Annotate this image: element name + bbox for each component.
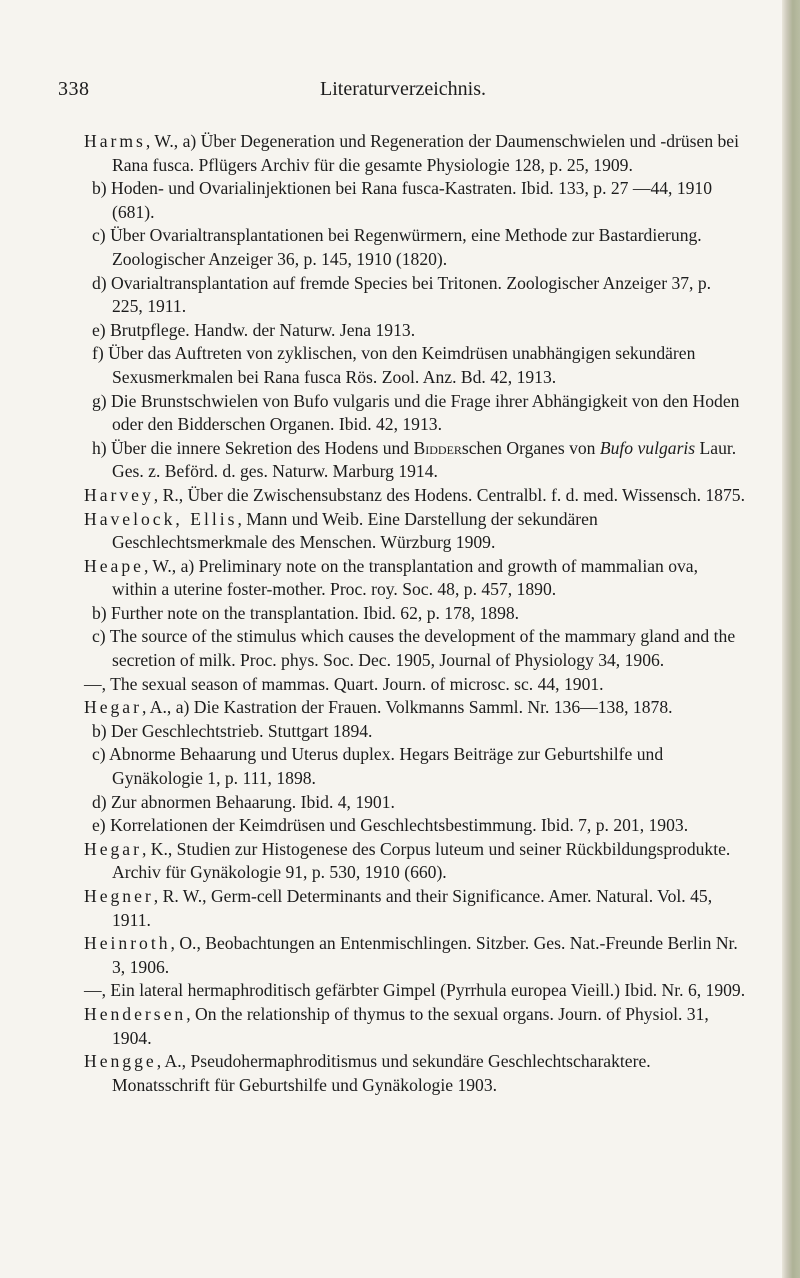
bib-entry-hegner	[84, 885, 746, 932]
author-name: Havelock, Ellis	[84, 508, 238, 529]
bib-entry-hegar-a	[84, 696, 746, 720]
author-name: Harvey	[84, 484, 154, 505]
page-header	[58, 78, 748, 108]
bib-subentry: c) Abnorme Behaarung und Uterus duplex. Hegars Beiträge zur Geburtshilfe und Gynäkologie 1, p. 111, 1898.	[92, 744, 664, 789]
entry-text: , Mann und Weib. Eine Darstellung der sekundären Geschlechtsmerkmale des Menschen. Würzburg 1909.	[112, 508, 598, 553]
bibliography-list	[84, 130, 746, 1097]
bib-entry-harms	[84, 130, 746, 177]
bib-subentry	[84, 437, 746, 484]
bib-subentry: b) Hoden- und Ovarialinjektionen bei Rana fusca-Kastraten. Ibid. 133, p. 27 —44, 1910 (681).	[92, 178, 713, 222]
bib-subentry: d) Zur abnormen Behaarung. Ibid. 4, 1901.	[92, 791, 395, 812]
bib-subentry: b) Further note on the transplantation. Ibid. 62, p. 178, 1898.	[92, 602, 520, 623]
author-name: Heape	[84, 555, 144, 576]
entry-text: Laur. Ges. z. Beförd. d. ges. Naturw. Marburg 1914.	[112, 437, 737, 482]
author-name: Hegner	[84, 886, 154, 906]
bib-entry-harvey	[84, 484, 746, 508]
page-number: 338	[58, 78, 90, 100]
bib-entry-dash: —, Ein lateral hermaphroditisch gefärbter Gimpel (Pyrrhula europea Vieill.) Ibid. Nr. 6, 1909.	[84, 980, 746, 1001]
author-name-smallcaps: Bidder	[413, 437, 462, 458]
bib-entry-heinroth	[84, 932, 746, 979]
bib-entry-havelock	[84, 508, 746, 555]
entry-text: , A., Pseudohermaphroditismus und sekundäre Geschlechtscharaktere. Monatsschrift für Geburtshilfe und Gynäkologie 1903.	[112, 1051, 651, 1095]
entry-text: , On the relationship of thymus to the sexual organs. Journ. of Physiol. 31, 1904.	[112, 1003, 709, 1048]
bib-entry-hendersen	[84, 1003, 746, 1050]
bib-subentry: c) Über Ovarialtransplantationen bei Regenwürmern, eine Methode zur Bastardierung. Zoologischer Anzeiger 36, p. 145, 1910 (1820).	[92, 225, 702, 269]
entry-text: , K., Studien zur Histogenese des Corpus luteum und seiner Rückbildungsprodukte. Archiv für Gynäkologie 91, p. 530, 1910 (660).	[112, 838, 731, 883]
author-name: Harms	[84, 131, 146, 151]
bib-subentry: b) Der Geschlechtstrieb. Stuttgart 1894.	[92, 720, 373, 741]
entry-text: h) Über die innere Sekretion des Hodens und	[92, 437, 414, 458]
bib-entry-hegar-k	[84, 838, 746, 885]
author-name: Hegar	[84, 697, 142, 718]
running-title: Literaturverzeichnis.	[319, 78, 487, 100]
bib-entry-dash: —, The sexual season of mammas. Quart. Journ. of microsc. sc. 44, 1901.	[84, 673, 604, 694]
entry-text: , W., a) Preliminary note on the transplantation and growth of mammalian ova, within a uterine foster-mother. Proc. roy. Soc. 48, p. 457, 1890.	[112, 555, 699, 600]
author-name: Hengge	[84, 1051, 157, 1072]
author-name: Heinroth	[84, 933, 171, 954]
bib-subentry: e) Brutpflege. Handw. der Naturw. Jena 1913.	[92, 319, 416, 340]
entry-text: , A., a) Die Kastration der Frauen. Volkmanns Samml. Nr. 136—138, 1878.	[141, 697, 673, 718]
bib-entry-hengge	[84, 1050, 746, 1097]
bib-entry-heape	[84, 555, 746, 602]
species-name: Bufo vulgaris	[599, 437, 696, 458]
author-name: Hendersen	[84, 1003, 187, 1024]
bib-subentry: g) Die Brunstschwielen von Bufo vulgaris und die Frage ihrer Abhängigkeit von den Hoden oder den Bidderschen Organen. Ibid. 42, 1913.	[92, 390, 740, 435]
bib-subentry: d) Ovarialtransplantation auf fremde Species bei Tritonen. Zoologischer Anzeiger 37, p. 225, 1911.	[92, 272, 712, 317]
author-name: Hegar	[84, 838, 142, 859]
entry-text: , R., Über die Zwischensubstanz des Hodens. Centralbl. f. d. med. Wissensch. 1875.	[153, 484, 745, 505]
bib-subentry: c) The source of the stimulus which causes the development of the mammary gland and the secretion of milk. Proc. phys. Soc. Dec. 1905, Journal of Physiology 34, 1906.	[92, 626, 736, 671]
entry-text: , O., Beobachtungen an Entenmischlingen. Sitzber. Ges. Nat.-Freunde Berlin Nr. 3, 1906.	[112, 933, 738, 977]
bib-subentry: f) Über das Auftreten von zyklischen, von den Keimdrüsen unabhängigen sekundären Sexusmerkmalen bei Rana fusca Rös. Zool. Anz. Bd. 42, 1913.	[92, 343, 696, 387]
entry-text: , W., a) Über Degeneration und Regeneration der Daumenschwielen und -drüsen bei Rana fusca. Pflügers Archiv für die gesamte Physiologie 128, p. 25, 1909.	[112, 131, 740, 175]
entry-text: schen Organes von	[461, 437, 600, 458]
entry-text: , R. W., Germ-cell Determinants and their Significance. Amer. Natural. Vol. 45, 1911.	[112, 886, 713, 930]
bib-subentry: e) Korrelationen der Keimdrüsen und Geschlechtsbestimmung. Ibid. 7, p. 201, 1903.	[92, 815, 689, 836]
page-edge-shadow	[782, 0, 800, 1278]
